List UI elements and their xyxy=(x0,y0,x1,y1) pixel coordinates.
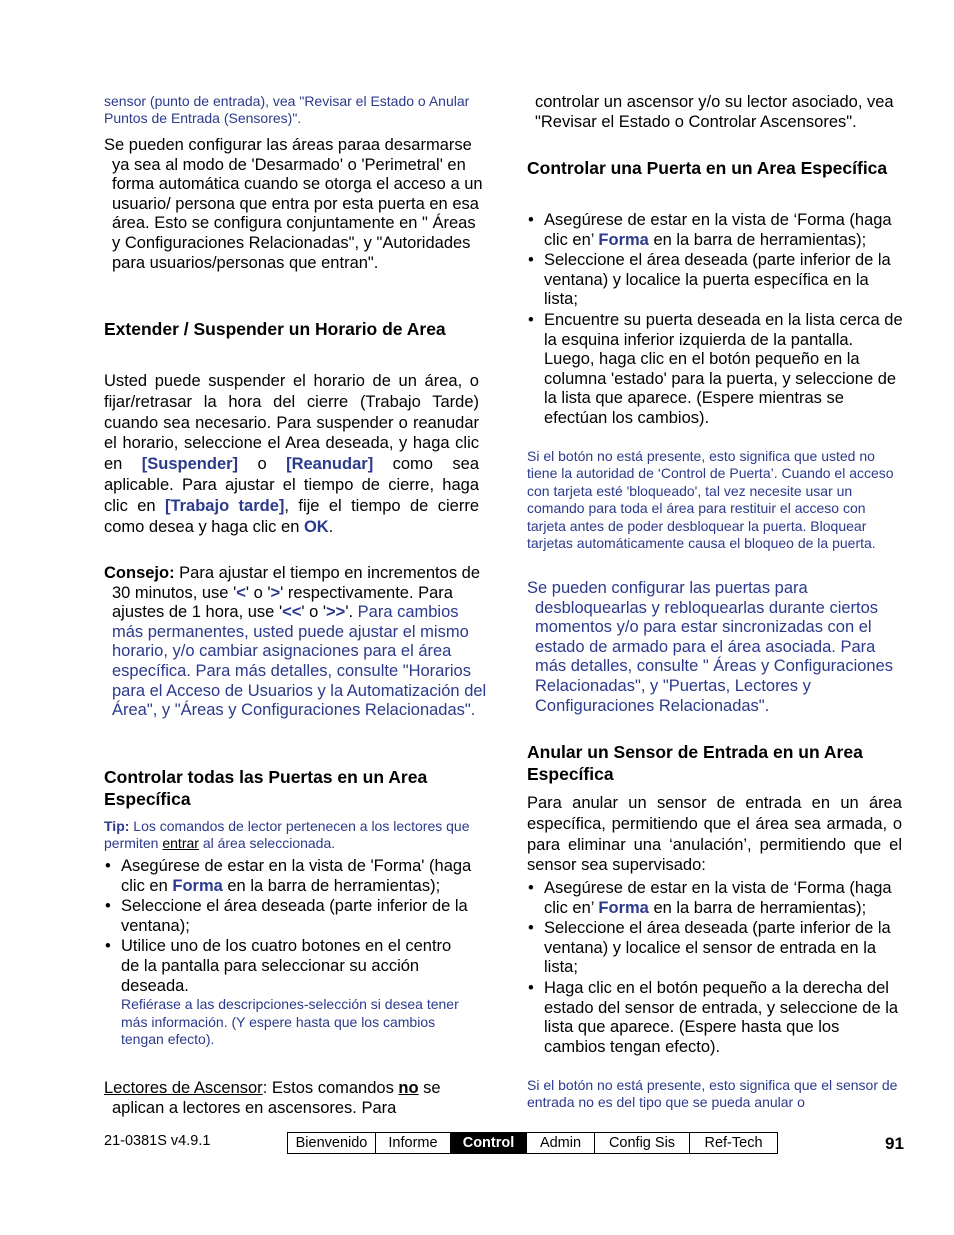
tab-control[interactable]: Control xyxy=(451,1133,527,1153)
page-number: 91 xyxy=(885,1134,904,1153)
anular-bullet-list xyxy=(527,879,902,1057)
list-item: • Utilice uno de los cuatro botones en el centro de la pantalla para seleccionar su acción deseada. Refiérase a las descripciones-selección si desea tener más información. (Y espere hasta que los cambios tengan efecto). xyxy=(104,937,474,1048)
heading-una-puerta: Controlar una Puerta en un Area Específica xyxy=(527,158,888,178)
list-item: • Seleccione el área deseada (parte inferior de la ventana) y localice la puerta específica en la lista; xyxy=(527,251,905,310)
todas-bullet-list xyxy=(104,857,474,1048)
intro-continuation: sensor (punto de entrada), vea "Revisar el Estado o Anular Puntos de Entrada (Sensores)". xyxy=(104,93,470,127)
list-item: • Asegúrese de estar en la vista de 'Forma' (haga clic en Forma en la barra de herramientas); xyxy=(104,857,474,896)
consejo-label: Consejo: xyxy=(104,564,175,582)
forma-keyword[interactable]: Forma xyxy=(598,230,649,249)
list-item: • Haga clic en el botón pequeño a la derecha del estado del sensor de entrada, y seleccione de la lista que aparece. (Espere hasta que los cambios tengan efecto). xyxy=(527,979,902,1057)
consejo-paragraph: Consejo: Para ajustar el tiempo en incrementos de 30 minutos, use '<' o '>' respectivamente. Para ajustes de 1 hora, use '<<' o '>>'. Para cambios más permanentes, usted puede ajustar el mismo horario, y/o cambiar asignaciones para el área específica. Para más detalles, consulte "Horarios para el Acceso de Usuarios y la Automatización del Área", y "Áreas y Configuraciones Relacionadas". xyxy=(104,564,487,720)
list-item: • Asegúrese de estar en la vista de ‘Forma (haga clic en’ Forma en la barra de herramientas); xyxy=(527,879,902,918)
anular-note: Si el botón no está presente, esto significa que el sensor de entrada no es del tipo que se pueda anular o xyxy=(527,1077,898,1111)
forma-keyword[interactable]: Forma xyxy=(172,876,223,895)
ascensor-link[interactable]: Lectores de Ascensor xyxy=(104,1079,263,1097)
tab-config-sis[interactable]: Config Sis xyxy=(595,1133,690,1153)
right-continuation: controlar un ascensor y/o su lector asociado, vea "Revisar el Estado o Controlar Ascensores". xyxy=(535,93,894,131)
heading-todas-puertas: Controlar todas las Puertas en un Area Específica xyxy=(104,767,428,809)
list-item: • Asegúrese de estar en la vista de ‘Forma (haga clic en’ Forma en la barra de herramientas); xyxy=(527,211,905,250)
tab-admin[interactable]: Admin xyxy=(527,1133,595,1153)
puerta-note: Si el botón no está presente, esto significa que usted no tiene la autoridad de ‘Control de Puerta’. Cuando el acceso con tarjeta esté 'bloqueado', tal vez necesite usar un comando para toda el área para restituir el acceso con tarjeta antes de poder desbloquear la puerta. Bloquear tarjetas automáticamente causa el bloqueo de la puerta. xyxy=(527,448,894,552)
anular-paragraph: Para anular un sensor de entrada en un área específica, permitiendo que el área sea armada, o para eliminar una ‘anulación’, permitiendo que el sensor sea supervisado: xyxy=(527,794,902,875)
trabajo-tarde-keyword[interactable]: [Trabajo tarde] xyxy=(164,496,285,515)
document-code: 21-0381S v4.9.1 xyxy=(104,1133,211,1149)
suspender-keyword[interactable]: [Suspender] xyxy=(141,455,239,474)
entrar-link[interactable]: entrar xyxy=(162,835,199,852)
tip-label: Tip: xyxy=(104,818,130,834)
heading-extender: Extender / Suspender un Horario de Area xyxy=(104,319,446,339)
forma-keyword[interactable]: Forma xyxy=(598,898,649,917)
list-item: • Seleccione el área deseada (parte inferior de la ventana); xyxy=(104,897,474,936)
extender-paragraph: Usted puede suspender el horario de un área, o fijar/retrasar la hora del cierre (Trabajo Tarde) cuando sea necesario. Para suspender o reanudar el horario, seleccione el Area deseada, y haga clic en [Suspender] o [Reanudar] como sea aplicable. Para ajustar el tiempo de cierre, haga clic en [Trabajo tarde], fije el tiempo de cierre como desea y haga clic en OK. xyxy=(104,372,479,536)
no-emphasis: no xyxy=(398,1079,419,1097)
tab-ref-tech[interactable]: Ref-Tech xyxy=(704,1135,763,1151)
tab-informe[interactable]: Informe xyxy=(376,1133,451,1153)
ok-keyword[interactable]: OK xyxy=(303,517,329,536)
tab-bienvenido[interactable]: Bienvenido xyxy=(288,1133,376,1153)
puertas-config-paragraph: Se pueden configurar las puertas para desbloquearlas y rebloquearlas durante ciertos momentos y/o para estar sincronizadas con el estado de armado para el área asociada. Para más detalles, consulte " Áreas y Configuraciones Relacionadas", y "Puertas, Lectores y Configuraciones Relacionadas". xyxy=(527,579,894,715)
tip-note: Tip: Los comandos de lector pertenecen a los lectores que permiten entrar al área seleccionada. xyxy=(104,818,470,852)
reanudar-keyword[interactable]: [Reanudar] xyxy=(286,455,374,474)
bullet-note: Refiérase a las descripciones-selección si desea tener más información. (Y espere hasta que los cambios tengan efecto). xyxy=(121,996,459,1047)
heading-anular: Anular un Sensor de Entrada en un Area Específica xyxy=(527,742,863,784)
consejo-blue-text: Para cambios más permanentes, usted puede ajustar el mismo horario, y/o cambiar asignaciones para el área específica. Para más detalles, consulte "Horarios para el Acceso de Usuarios y la Automatización del Área", y "Áreas y Configuraciones Relacionadas". xyxy=(112,603,487,720)
list-item: • Encuentre su puerta deseada en la lista cerca de la esquina inferior izquierda de la pantalla. Luego, haga clic en el botón pequeño en la columna 'estado' para la puerta, y seleccione de la lista que aparece. (Espere mientras se efectúan los cambios). xyxy=(527,311,905,429)
areas-paragraph: Se pueden configurar las áreas paraa desarmarse ya sea al modo de 'Desarmado' o 'Perimetral' en forma automática cuando se otorga el acceso a un usuario/ persona que entra por esta puerta en esa área. Esto se configura conjuntamente en " Áreas y Configuraciones Relacionadas", y "Autoridades para usuarios/personas que entran". xyxy=(104,136,483,272)
list-item: • Seleccione el área deseada (parte inferior de la ventana) y localice el sensor de entrada en la lista; xyxy=(527,919,902,978)
ascensor-paragraph: Lectores de Ascensor: Estos comandos no se aplican a lectores en ascensores. Para xyxy=(104,1079,441,1117)
footer-nav xyxy=(287,1132,778,1154)
puerta-bullet-list xyxy=(527,211,905,429)
